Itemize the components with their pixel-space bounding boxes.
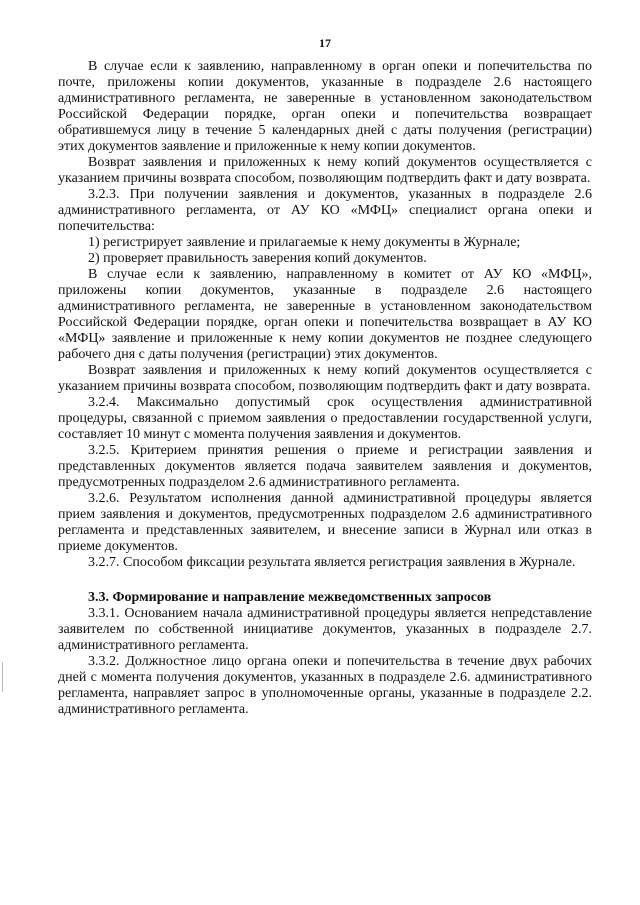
list-item-verify: 2) проверяет правильность заверения копий документов. — [88, 251, 427, 266]
section-heading-3-3: 3.3. Формирование и направление межведомственных запросов — [88, 590, 492, 605]
paragraph-3-3-1: 3.3.1. Основанием начала административной процедуры является непредставление заявителем по собственной инициативе документов, указанных в подразделе 2.7. административного регламента. — [58, 606, 592, 653]
paragraph-3-2-6: 3.2.6. Результатом исполнения данной административной процедуры является прием заявления и документов, предусмотренных подразделом 2.6 административного регламента и представленных заявителем, и внесение записи в Журнал или отказ в приеме документов. — [58, 491, 592, 554]
paragraph-return-method: Возврат заявления и приложенных к нему копий документов осуществляется с указанием причины возврата способом, позволяющим подтвердить факт и дату возврата. — [58, 155, 592, 186]
paragraph-3-2-7: 3.2.7. Способом фиксации результата является регистрация заявления в Журнале. — [88, 555, 576, 570]
paragraph-return-to-mfc: В случае если к заявлению, направленному в комитет от АУ КО «МФЦ», приложены копии документов, указанные в подразделе 2.6 настоящего административного регламента, не заверенные в установленном законодательством Российской Федерации порядке, орган опеки и попечительства возвращает в АУ КО «МФЦ» заявление и приложенные к нему копии документов не позднее следующего рабочего дня с даты получения (регистрации) этих документов. — [58, 267, 592, 362]
margin-mark — [2, 662, 5, 692]
paragraph-3-2-4: 3.2.4. Максимально допустимый срок осуществления административной процедуры, связанной с приемом заявления о предоставлении государственной услуги, составляет 10 минут с момента получения заявления и документов. — [58, 395, 592, 442]
list-item-register: 1) регистрирует заявление и прилагаемые к нему документы в Журнале; — [88, 235, 521, 250]
paragraph-return-method-2: Возврат заявления и приложенных к нему копий документов осуществляется с указанием причины возврата способом, позволяющим подтвердить факт и дату возврата. — [58, 363, 592, 394]
paragraph-3-2-3: 3.2.3. При получении заявления и документов, указанных в подразделе 2.6 административного регламента, от АУ КО «МФЦ» специалист органа опеки и попечительства: — [58, 187, 592, 234]
page-number: 17 — [319, 36, 331, 50]
paragraph-3-3-2: 3.3.2. Должностное лицо органа опеки и попечительства в течение двух рабочих дней с момента получения документов, указанных в подразделе 2.6. административного регламента, направляет запрос в уполномоченные органы, указанные в подразделе 2.2. административного регламента. — [58, 654, 592, 717]
paragraph-3-2-5: 3.2.5. Критерием принятия решения о приеме и регистрации заявления и представленных документов является подача заявителем заявления и документов, предусмотренных подразделом 2.6 административного регламента. — [58, 443, 592, 490]
paragraph-return-by-mail: В случае если к заявлению, направленному в орган опеки и попечительства по почте, приложены копии документов, указанные в подразделе 2.6 настоящего административного регламента, не заверенные в установленном законодательством Российской Федерации порядке, орган опеки и попечительства возвращает обратившемуся лицу в течение 5 календарных дней с даты получения (регистрации) этих документов заявление и приложенные к нему копии документов. — [58, 59, 592, 154]
